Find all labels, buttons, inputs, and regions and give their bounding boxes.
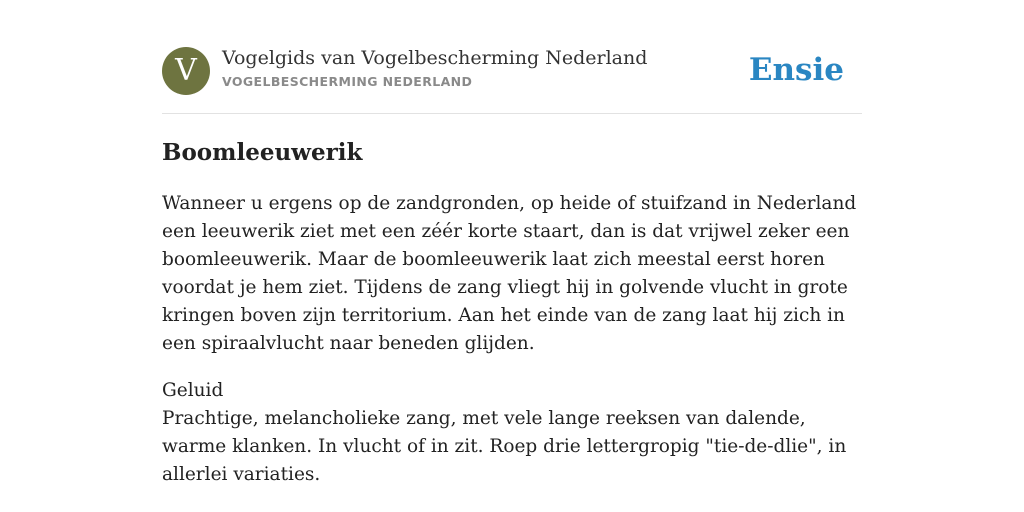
source-subtitle[interactable]: VOGELBESCHERMING NEDERLAND	[222, 74, 473, 89]
brand-logo[interactable]: Ensie	[748, 52, 844, 88]
entry-body	[162, 190, 864, 508]
entry-title: Boomleeuwerik	[162, 139, 363, 166]
header-divider	[162, 113, 862, 114]
source-avatar[interactable]: V	[162, 47, 210, 95]
section-heading: Geluid	[162, 380, 224, 401]
entry-paragraph-sound	[162, 377, 864, 489]
entry-paragraph: Wanneer u ergens op de zandgronden, op heide of stuifzand in Nederland een leeuwerik ziet met een zéér korte staart, dan is dat vrijwel zeker een boomleeuwerik. Maar de boomleeuwerik laat zich meestal eerst horen voordat je hem ziet. Tijdens de zang vliegt hij in golvende vlucht in grote kringen boven zijn territorium. Aan het einde van de zang laat hij zich in een spiraalvlucht naar beneden glijden.	[162, 193, 857, 354]
sound-description: Prachtige, melancholieke zang, met vele lange reeksen van dalende, warme klanken. In vlucht of in zit. Roep drie lettergropig "tie-de-dlie", in allerlei variaties.	[162, 408, 847, 485]
source-header	[162, 46, 862, 96]
source-title[interactable]: Vogelgids van Vogelbescherming Nederland	[222, 47, 648, 69]
